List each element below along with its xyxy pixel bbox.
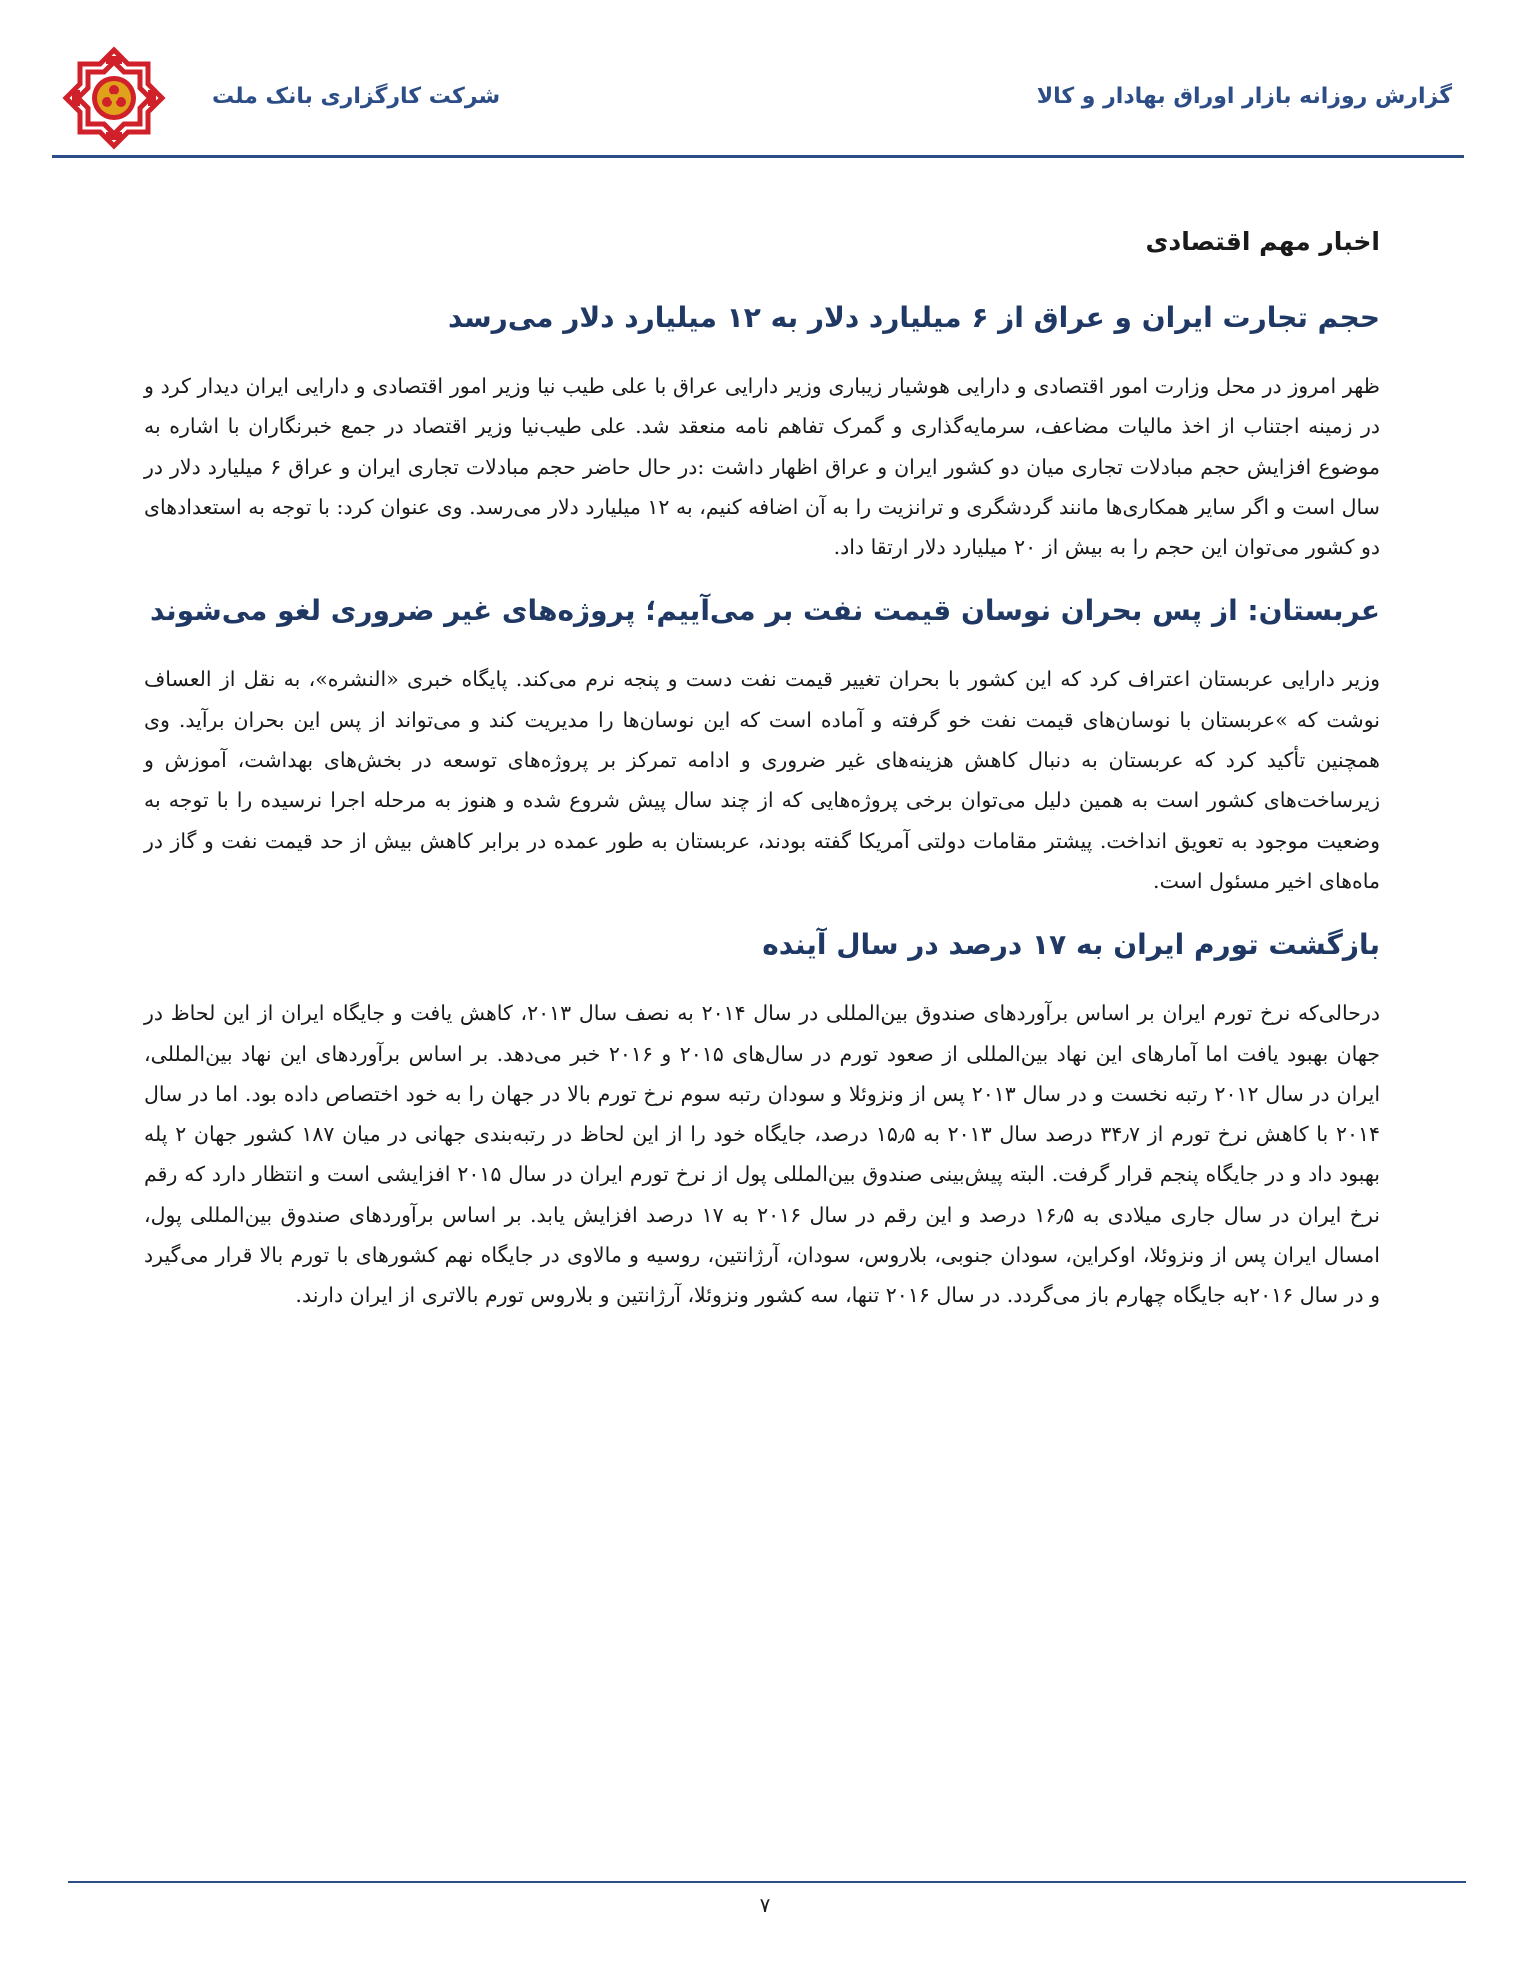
page-header xyxy=(52,40,1452,158)
main-content xyxy=(144,222,1380,1338)
bank-mellat-logo-icon xyxy=(62,46,166,150)
header-divider xyxy=(52,155,1464,158)
article-headline: عربستان: از پس بحران نوسان قیمت نفت بر می‌آییم؛ پروژه‌های غیر ضروری لغو می‌شوند xyxy=(149,594,1380,628)
article-headline: بازگشت تورم ایران به ۱۷ درصد در سال آینده xyxy=(762,928,1380,962)
article-body: درحالی‌که نرخ تورم ایران بر اساس برآوردهای صندوق بین‌المللی در سال ۲۰۱۴ به نصف سال ۲۰۱۳، کاهش یافت و جایگاه ایران از این لحاظ در جهان بهبود یافت اما آمارهای این نهاد بین‌المللی از صعود تورم در سال‌های ۲۰۱۵ و ۲۰۱۶ خبر می‌دهد. بر اساس برآوردهای این نهاد بین‌المللی، ایران در سال ۲۰۱۲ رتبه نخست و در سال ۲۰۱۳ پس از ونزوئلا و سودان رتبه سوم نرخ تورم بالا در جهان را به خود اختصاص داده بود. اما در سال ۲۰۱۴ با کاهش نرخ تورم از ۳۴٫۷ درصد سال ۲۰۱۳ به ۱۵٫۵ درصد، جایگاه خود را از این لحاظ در رتبه‌بندی جهانی در میان ۱۸۷ کشور جهان ۲ پله بهبود داد و در جایگاه پنجم قرار گرفت. البته پیش‌بینی صندوق بین‌المللی پول از نرخ تورم ایران در سال ۲۰۱۵ افزایشی است و انتظار دارد که رقم نرخ ایران در سال جاری میلادی به ۱۶٫۵ درصد و این رقم در سال ۲۰۱۶ به ۱۷ درصد افزایش یابد. بر اساس برآوردهای صندوق بین‌المللی پول، امسال ایران پس از ونزوئلا، اوکراین، سودان جنوبی، بلاروس، سودان، آرژانتین، روسیه و مالاوی در جایگاه نهم کشورهای با تورم بالا قرار می‌گیرد و در سال ۲۰۱۶به جایگاه چهارم باز می‌گردد. در سال ۲۰۱۶ تنها، سه کشور ونزوئلا، آرژانتین و بلاروس تورم بالاتری از ایران دارند. xyxy=(144,1001,1381,1308)
article-body: وزیر دارایی عربستان اعتراف کرد که این کشور با بحران تغییر قیمت نفت دست و پنجه نرم می‌کند. پایگاه خبری «النشره»، به نقل از العساف نوشت که »عربستان با نوسان‌های قیمت نفت خو گرفته و آماده است که این نوسان‌ها را مدیریت کند و می‌تواند از پس این بحران برآید. وی همچنین تأکید کرد که عربستان به دنبال کاهش هزینه‌های غیر ضروری و ادامه تمرکز بر پروژه‌های توسعه در بخش‌های بهداشت، آموزش و زیرساخت‌های کشور است به همین دلیل می‌توان برخی پروژه‌هایی که از چند سال پیش شروع شده و هنوز به مرحله اجرا نرسیده را با توجه به وضعیت موجود به تعویق انداخت. پیشتر مقامات دولتی آمریکا گفته بودند، عربستان به طور عمده در برابر کاهش بیش از حد قیمت نفت و گاز در ماه‌های اخیر مسئول است. xyxy=(144,667,1380,893)
company-name: شرکت کارگزاری بانک ملت xyxy=(212,84,501,109)
page-number: ۷ xyxy=(759,1893,771,1917)
article-headline: حجم تجارت ایران و عراق از ۶ میلیارد دلار به ۱۲ میلیارد دلار می‌رسد xyxy=(447,301,1380,334)
footer-divider xyxy=(68,1881,1466,1883)
article-body: ظهر امروز در محل وزارت امور اقتصادی و دارایی هوشیار زیباری وزیر دارایی عراق با علی طیب نیا وزیر امور اقتصادی و دارایی ایران دیدار کرد و در زمینه اجتناب از اخذ مالیات مضاعف، سرمایه‌گذاری و گمرک تفاهم نامه منعقد شد. علی طیب‌نیا وزیر اقتصاد در جمع خبرنگاران با اشاره به موضوع افزایش حجم مبادلات تجاری میان دو کشور ایران و عراق اظهار داشت :در حال حاضر حجم مبادلات تجاری ایران و عراق ۶ میلیارد دلار در سال است و اگر سایر همکاری‌ها مانند گردشگری و ترانزیت را به آن اضافه کنیم، به ۱۲ میلیارد دلار می‌رسد. وی عنوان کرد: با توجه به استعدادهای دو کشور می‌توان این حجم را به بیش از ۲۰ میلیارد دلار ارتقا داد. xyxy=(144,374,1381,560)
section-label: اخبار مهم اقتصادی xyxy=(1145,227,1380,256)
report-title: گزارش روزانه بازار اوراق بهادار و کالا xyxy=(1036,84,1452,109)
